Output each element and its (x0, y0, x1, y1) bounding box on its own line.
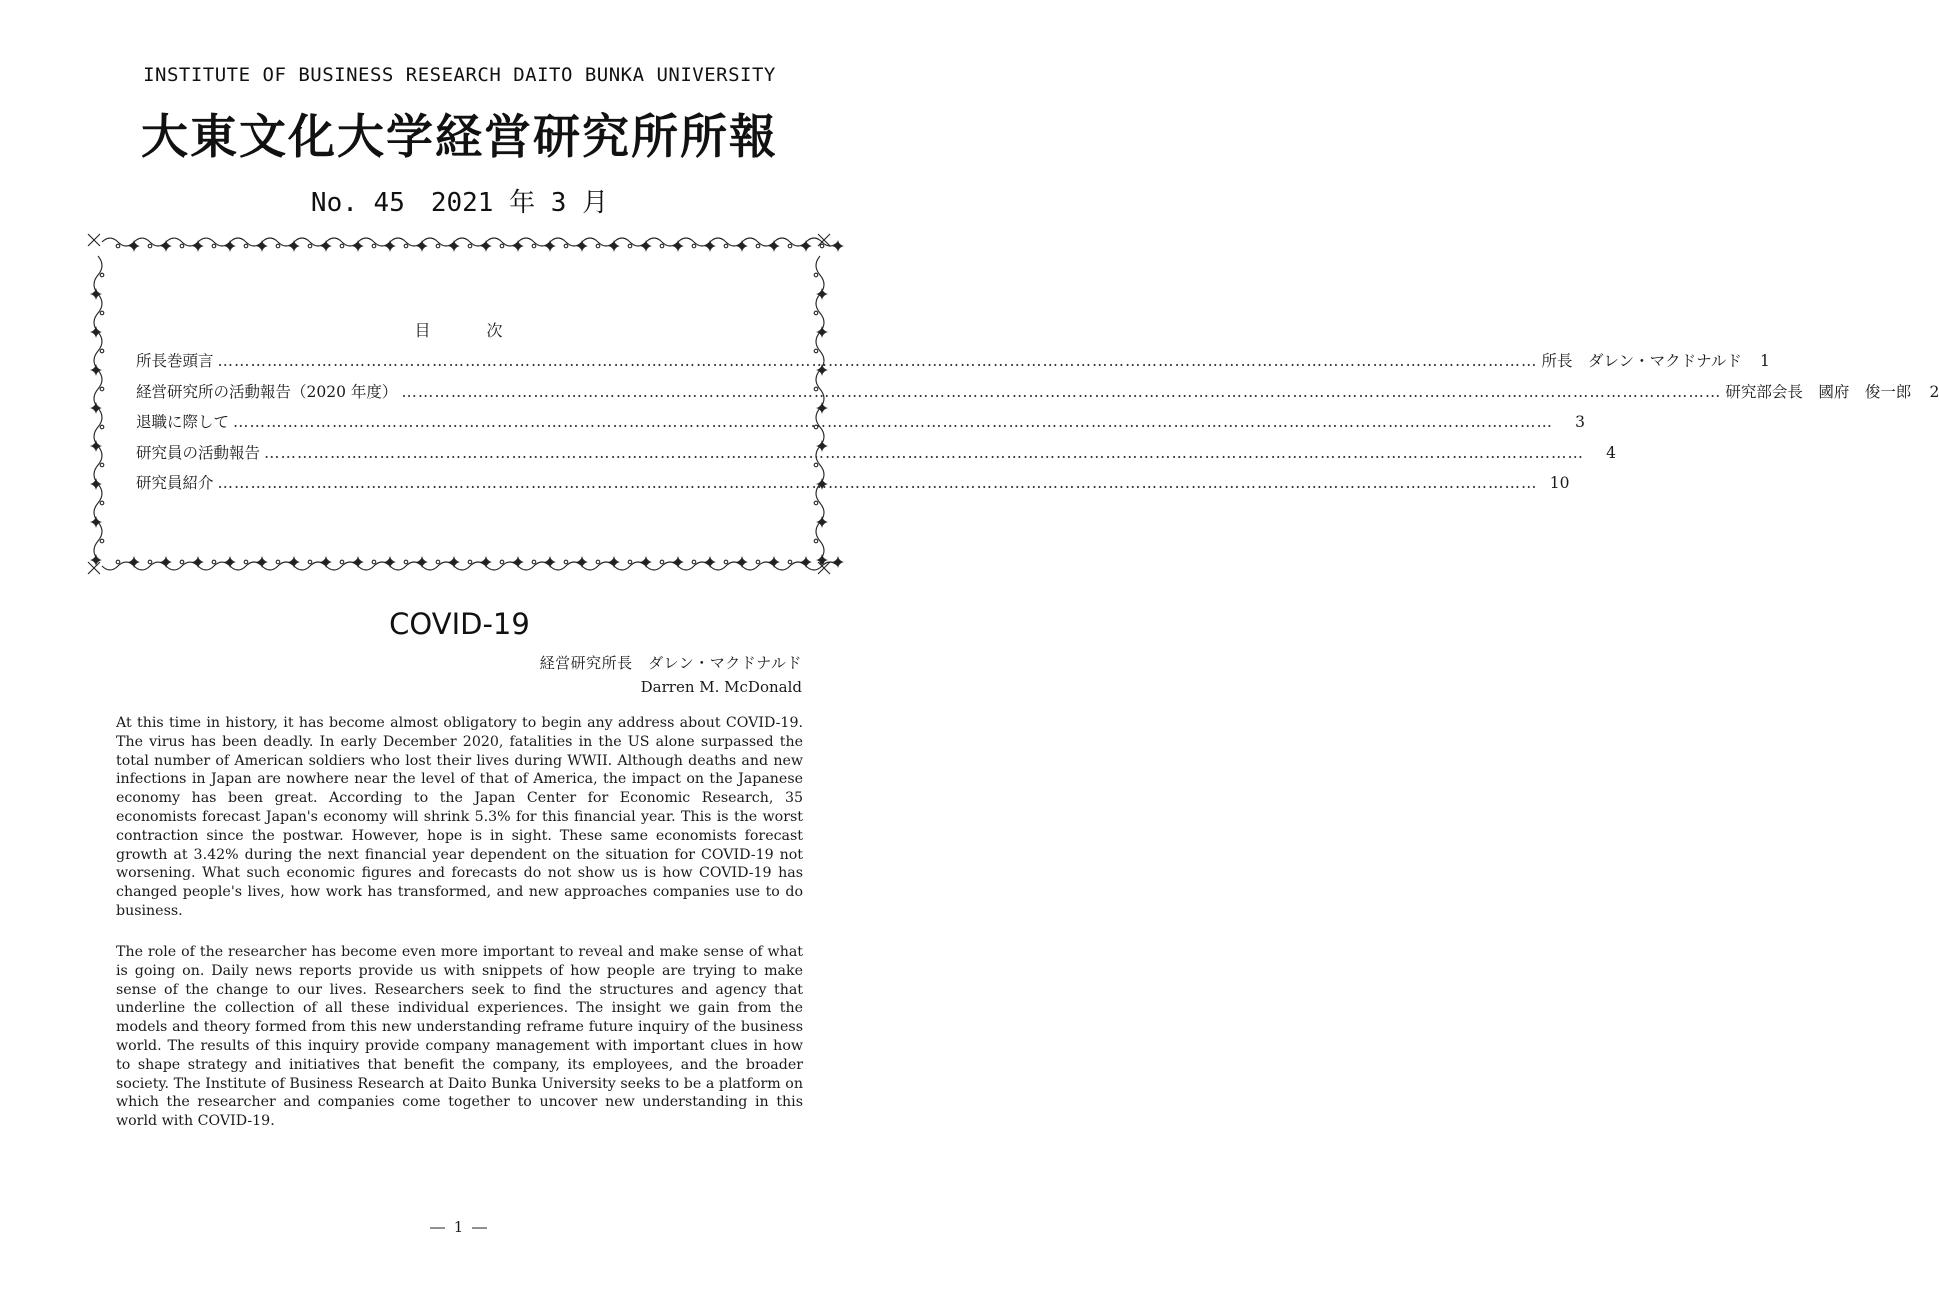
ornament-shape (294, 562, 326, 570)
ornament-shape (814, 539, 818, 543)
ornament-shape (100, 463, 104, 467)
ornament-shape (564, 560, 568, 564)
ornament-shape (404, 244, 408, 248)
ornament-shape (166, 562, 198, 570)
ornament-shape (308, 244, 312, 248)
ornament-shape (148, 244, 152, 248)
ornament-shape (100, 539, 104, 543)
toc-item-page: 4 (1606, 443, 1617, 462)
ornament-shape (102, 238, 134, 246)
ornament-shape (358, 238, 390, 246)
toc-item-page: 1 (1759, 352, 1770, 370)
toc-item[interactable] (136, 441, 1617, 472)
ornament-shape (454, 562, 486, 570)
ornament-shape (134, 562, 166, 570)
ornament-shape (180, 560, 184, 564)
ornament-shape (244, 244, 248, 248)
ornament-shape (756, 560, 760, 564)
ornament-shape (262, 238, 294, 246)
ornament-shape (94, 370, 102, 408)
ornament-shape (832, 240, 844, 252)
ornament-shape (230, 238, 262, 246)
toc-heading-left: 目 (414, 321, 433, 340)
ornament-shape (678, 562, 710, 570)
ornament-shape (94, 408, 102, 446)
ornament-shape (500, 560, 504, 564)
body-paragraph-1: At this time in history, it has become almost obligatory to begin any address about COVID-19. The virus has been deadly. In early December 2020, fatalities in the US alone surpassed the total number of American soldiers who lost their lives during WWII. Although deaths and new infections in Japan are nowhere near the level of that of America, the impact on the Japanese economy has been great. According to the Japan Center for Economic Research, 35 economists forecast Japan's economy will shrink 5.3% for this financial year. This is the worst contraction since the postwar. However, hope is in sight. These same economists forecast growth at 3.42% during the next financial year dependent on the situation for COVID-19 not worsening. What such economic figures and forecasts do not show us is how COVID-19 has changed people's lives, how work has transformed, and new approaches companies use to do business. (116, 715, 803, 919)
ornament-shape (100, 425, 104, 429)
ornament-shape (326, 562, 358, 570)
ornament-shape (116, 244, 120, 248)
ornament-shape (100, 501, 104, 505)
ornament-shape (710, 238, 742, 246)
ornament-shape (148, 560, 152, 564)
ornament-shape (532, 560, 536, 564)
ornament-shape (116, 560, 120, 564)
ornament-shape (276, 244, 280, 248)
ornament-shape (94, 484, 102, 522)
ornament-shape (326, 238, 358, 246)
toc-leader-dots: …………………………………………………………………………………………………………………………………………………………………………………………………………………… (401, 382, 1722, 401)
ornament-shape (358, 562, 390, 570)
toc-item-title: 経営研究所の活動報告（2020 年度） (136, 382, 398, 401)
ornament-shape (692, 560, 696, 564)
ornament-shape (774, 238, 806, 246)
ornament-shape (500, 244, 504, 248)
ornament-shape (820, 244, 824, 248)
ornament-shape (390, 562, 422, 570)
ornament-shape (100, 387, 104, 391)
ornament-shape (308, 560, 312, 564)
ornament-shape (372, 560, 376, 564)
ornament-shape (372, 244, 376, 248)
toc-heading-right: 次 (486, 321, 505, 340)
ornament-shape (564, 244, 568, 248)
ornament-shape (742, 562, 774, 570)
ornament-shape (518, 238, 550, 246)
ornament-shape (436, 244, 440, 248)
ornament-shape (198, 562, 230, 570)
ornament-shape (468, 560, 472, 564)
ornament-shape (788, 560, 792, 564)
ornament-shape (212, 560, 216, 564)
ornament-shape (814, 311, 818, 315)
ornament-shape (94, 446, 102, 484)
toc-item-title: 所長巻頭言 (136, 352, 214, 370)
ornament-shape (100, 273, 104, 277)
toc-heading (0, 318, 919, 341)
ornament-shape (294, 238, 326, 246)
ornament-shape (596, 244, 600, 248)
ornament-shape (212, 244, 216, 248)
ornament-shape (692, 244, 696, 248)
ornament-shape (88, 562, 100, 574)
toc-item-title: 研究員紹介 (136, 474, 214, 492)
toc-leader-dots: …………………………………………………………………………………………………………………………………………………………………………………………………………………… (233, 413, 1554, 431)
ornament-shape (646, 562, 678, 570)
ornament-shape (628, 244, 632, 248)
author-name-en: Darren M. McDonald (640, 678, 802, 696)
ornament-shape (340, 560, 344, 564)
table-of-contents (136, 349, 1939, 502)
ornament-shape (816, 522, 824, 560)
ornament-shape (814, 273, 818, 277)
ornament-shape (198, 238, 230, 246)
toc-item-title: 研究員の活動報告 (136, 443, 261, 462)
ornament-shape (262, 562, 294, 570)
ornament-shape (628, 560, 632, 564)
ornament-shape (550, 562, 582, 570)
ornament-shape (90, 554, 102, 566)
ornament-shape (724, 560, 728, 564)
ornament-shape (596, 560, 600, 564)
ornament-shape (94, 256, 102, 294)
ornament-shape (404, 560, 408, 564)
ornament-shape (276, 560, 280, 564)
ornament-shape (832, 556, 844, 568)
ornament-shape (340, 244, 344, 248)
ornament-shape (102, 562, 134, 570)
ornament-shape (422, 562, 454, 570)
ornament-shape (180, 244, 184, 248)
ornament-shape (710, 562, 742, 570)
toc-item[interactable] (136, 380, 1939, 411)
ornament-shape (582, 238, 614, 246)
author-name-jp: 経営研究所長 ダレン・マクドナルド (539, 654, 802, 672)
ornament-shape (88, 234, 100, 246)
ornament-shape (816, 554, 828, 566)
ornament-shape (788, 244, 792, 248)
ornament-shape (166, 238, 198, 246)
ornament-shape (724, 244, 728, 248)
ornament-shape (660, 560, 664, 564)
ornament-shape (582, 562, 614, 570)
ornament-shape (100, 349, 104, 353)
toc-leader-dots: …………………………………………………………………………………………………………………………………………………………………………………………………………………… (217, 352, 1538, 370)
ornament-shape (94, 522, 102, 560)
issue-number: No. 45 2021 年 3 月 (310, 188, 609, 218)
ornament-shape (518, 562, 550, 570)
ornament-shape (436, 560, 440, 564)
ornament-shape (614, 238, 646, 246)
ornament-shape (774, 562, 806, 570)
ornament-shape (422, 238, 454, 246)
ornament-shape (454, 238, 486, 246)
toc-item[interactable] (136, 349, 1770, 380)
body-paragraph-2: The role of the researcher has become even more important to reveal and make sense of what is going on. Daily news reports provide us with snippets of how people are trying to make sense of the change to our lives. Researchers seek to find the structures and agency that underline the collection of all these individual experiences. The insight we gain from the models and theory formed from this new understanding reframe future inquiry of the business world. The results of this inquiry provide company management with important clues in how to shape strategy and initiatives that benefit the company, its employees, and the broader society. The Institute of Business Research at Daito Bunka University seeks to be a platform on which the researcher and companies come together to uncover new understanding in this world with COVID-19. (116, 944, 803, 1130)
institute-name: INSTITUTE OF BUSINESS RESEARCH DAITO BUNKA UNIVERSITY (143, 64, 776, 86)
ornament-shape (614, 562, 646, 570)
toc-item-page: 2 (1929, 382, 1939, 401)
toc-item-author: 研究部会長 國府 俊一郎 (1725, 382, 1912, 401)
ornament-shape (100, 311, 104, 315)
ornament-shape (742, 238, 774, 246)
ornament-shape (814, 463, 818, 467)
publication-title: 大東文化大学経営研究所所報 (141, 110, 778, 165)
ornament-shape (660, 244, 664, 248)
ornament-shape (814, 501, 818, 505)
ornament-shape (756, 244, 760, 248)
toc-leader-dots: …………………………………………………………………………………………………………………………………………………………………………………………………………………… (264, 443, 1585, 462)
ornament-shape (244, 560, 248, 564)
article-title: COVID-19 (389, 607, 530, 641)
ornament-shape (486, 238, 518, 246)
ornament-shape (134, 238, 166, 246)
toc-item[interactable] (136, 471, 1570, 502)
toc-item-title: 退職に際して (136, 413, 230, 431)
ornament-shape (646, 238, 678, 246)
toc-leader-dots: …………………………………………………………………………………………………………………………………………………………………………………………………………………… (217, 474, 1538, 492)
toc-item-page: 3 (1575, 413, 1586, 431)
ornament-shape (390, 238, 422, 246)
ornament-shape (550, 238, 582, 246)
ornament-shape (532, 244, 536, 248)
toc-item[interactable] (136, 410, 1586, 441)
toc-item-author: 所長 ダレン・マクドナルド (1541, 352, 1742, 370)
ornament-shape (468, 244, 472, 248)
ornament-shape (816, 256, 824, 294)
ornament-shape (678, 238, 710, 246)
ornament-shape (486, 562, 518, 570)
page-number: ― 1 ― (429, 1218, 490, 1236)
ornament-shape (230, 562, 262, 570)
toc-item-page: 10 (1549, 474, 1570, 492)
